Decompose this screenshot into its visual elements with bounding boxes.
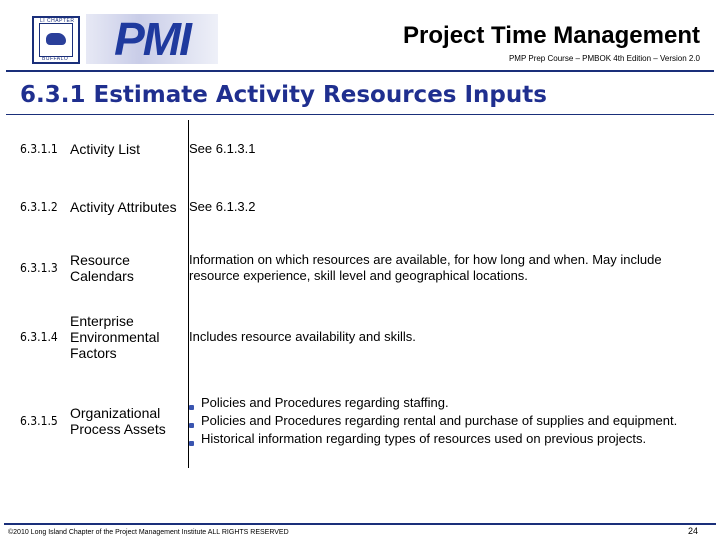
seal-text-bottom: BUFFALO	[42, 56, 69, 62]
input-description	[189, 374, 711, 468]
input-name: Enterprise Environmental Factors	[70, 313, 160, 361]
bullet-icon	[189, 423, 194, 428]
bison-icon	[46, 33, 66, 45]
input-name: Activity List	[70, 141, 141, 157]
table-row	[20, 236, 710, 300]
input-description: Information on which resources are available, for how long and when. May include resource experience, skill level and geographical locations.	[189, 252, 662, 283]
bullet-icon	[189, 441, 194, 446]
bullet-icon	[189, 405, 194, 410]
table-row	[20, 300, 710, 374]
input-description: See 6.1.3.1	[189, 141, 256, 156]
input-number: 6.3.1.1	[20, 142, 58, 156]
table-row	[20, 374, 710, 468]
bullet-list	[189, 395, 710, 447]
seal-text-top: LI CHAPTER	[40, 18, 75, 24]
input-description: Includes resource availability and skills.	[189, 329, 416, 344]
slide-header-title: Project Time Management	[403, 22, 700, 49]
table-row	[20, 178, 710, 236]
chapter-seal-icon	[32, 16, 80, 64]
input-name: Activity Attributes	[70, 199, 177, 215]
list-item: Policies and Procedures regarding staffing.	[189, 395, 710, 411]
input-number: 6.3.1.3	[20, 261, 58, 275]
header-divider	[6, 70, 714, 72]
list-item: Historical information regarding types of resources used on previous projects.	[189, 431, 710, 447]
inputs-table	[20, 120, 710, 468]
input-description: See 6.1.3.2	[189, 199, 256, 214]
input-name: Organizational Process Assets	[70, 405, 166, 437]
page-title: 6.3.1 Estimate Activity Resources Inputs	[20, 82, 547, 108]
slide-header-subtitle: PMP Prep Course – PMBOK 4th Edition – Version 2.0	[508, 54, 700, 63]
footer-divider	[4, 523, 716, 525]
copyright-text: ©2010 Long Island Chapter of the Project Management Institute ALL RIGHTS RESERVED	[8, 529, 289, 536]
input-number: 6.3.1.2	[20, 200, 58, 214]
input-number: 6.3.1.5	[20, 414, 58, 428]
page-number: 24	[687, 526, 698, 536]
pmi-wordmark: PMI	[86, 14, 218, 64]
list-item: Policies and Procedures regarding rental and purchase of supplies and equipment.	[189, 413, 710, 429]
title-divider	[6, 114, 714, 115]
input-name: Resource Calendars	[70, 252, 134, 284]
pmi-logo	[10, 12, 218, 67]
input-number: 6.3.1.4	[20, 330, 58, 344]
table-row	[20, 120, 710, 178]
